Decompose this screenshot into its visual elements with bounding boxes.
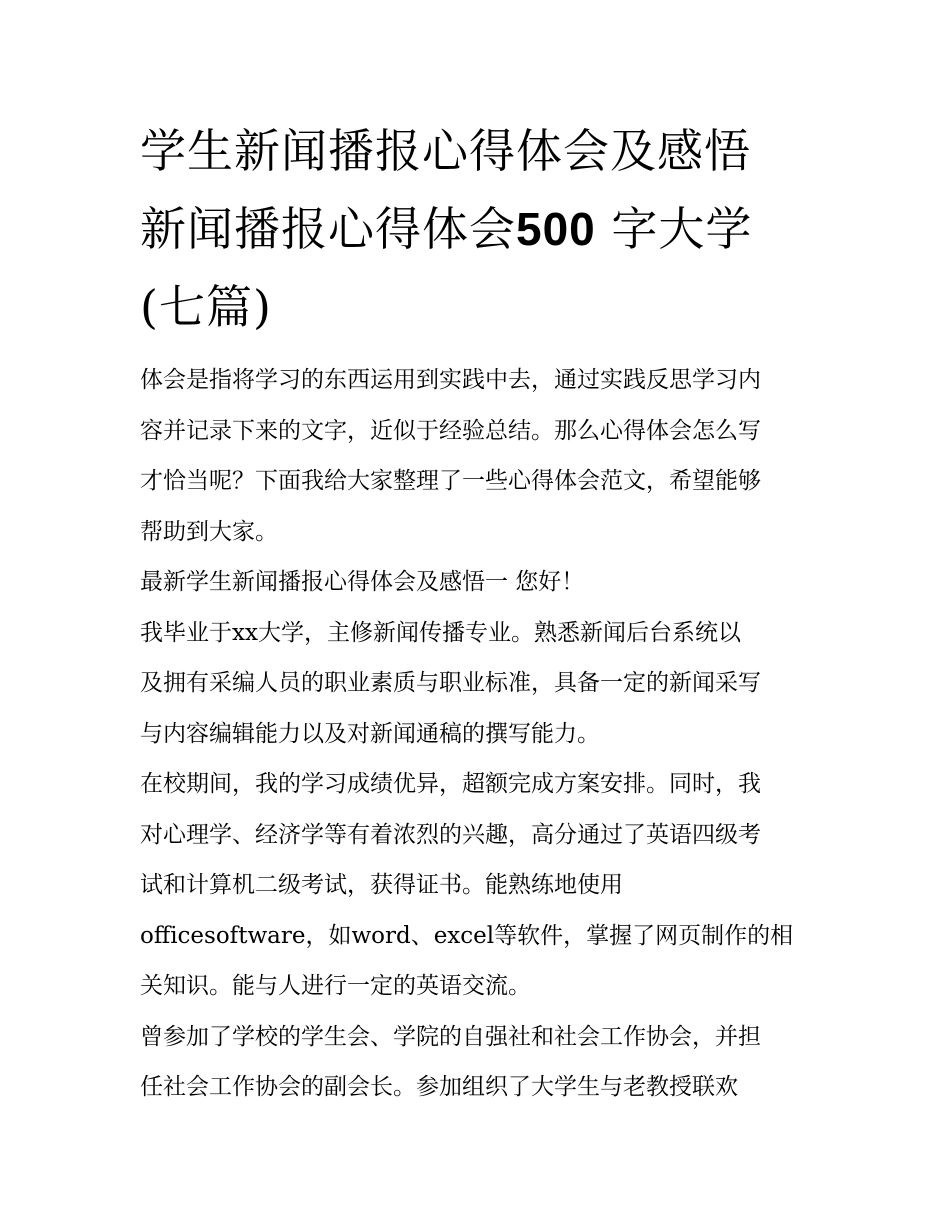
text-line: 及拥有采编人员的职业素质与职业标准，具备一定的新闻采写: [140, 670, 761, 696]
text-line: 关知识。能与人进行一定的英语交流。: [140, 973, 531, 999]
text-line: 帮助到大家。: [140, 518, 278, 545]
text-line: 试和计算机二级考试，获得证书。能熟练地使用: [140, 872, 623, 898]
title-line-2-number: 500: [516, 203, 596, 255]
title-line-2-text: 新闻播报心得体会: [140, 202, 516, 256]
text-line: 任社会工作协会的副会长。参加组织了大学生与老教授联欢: [140, 1074, 738, 1100]
paragraph-activities: [140, 1012, 815, 1113]
title-line-1: 学生新闻播报心得体会及感悟: [140, 124, 751, 178]
text-line: 在校期间，我的学习成绩优异，超额完成方案安排。同时，我: [140, 771, 761, 797]
title-line-2: [140, 190, 820, 268]
text-line: 才恰当呢？下面我给大家整理了一些心得体会范文，希望能够: [140, 468, 761, 494]
title-line-2-suffix: 字大学: [611, 202, 753, 256]
paragraph-heading: [140, 557, 815, 608]
document-title: [140, 112, 820, 346]
text-line: 与内容编辑能力以及对新闻通稿的撰写能力。: [140, 720, 600, 747]
paragraph-school: [140, 759, 815, 1012]
paragraph-intro: [140, 355, 815, 557]
title-line-3: (七篇): [140, 280, 272, 334]
text-line: 我毕业于xx大学，主修新闻传播专业。熟悉新闻后台系统以: [140, 619, 741, 646]
text-line: officesoftware，如word、excel等软件，掌握了网页制作的相: [140, 922, 794, 949]
paragraph-education: [140, 608, 815, 760]
text-line: 曾参加了学校的学生会、学院的自强社和社会工作协会，并担: [140, 1023, 761, 1050]
text-line: 容并记录下来的文字，近似于经验总结。那么心得体会怎么写: [140, 417, 761, 444]
text-line: 体会是指将学习的东西运用到实践中去，通过实践反思学习内: [140, 367, 761, 393]
text-line: 对心理学、经济学等有着浓烈的兴趣，高分通过了英语四级考: [140, 821, 761, 848]
document-body: [140, 355, 815, 1113]
text-line: 最新学生新闻播报心得体会及感悟一 您好！: [140, 569, 585, 595]
